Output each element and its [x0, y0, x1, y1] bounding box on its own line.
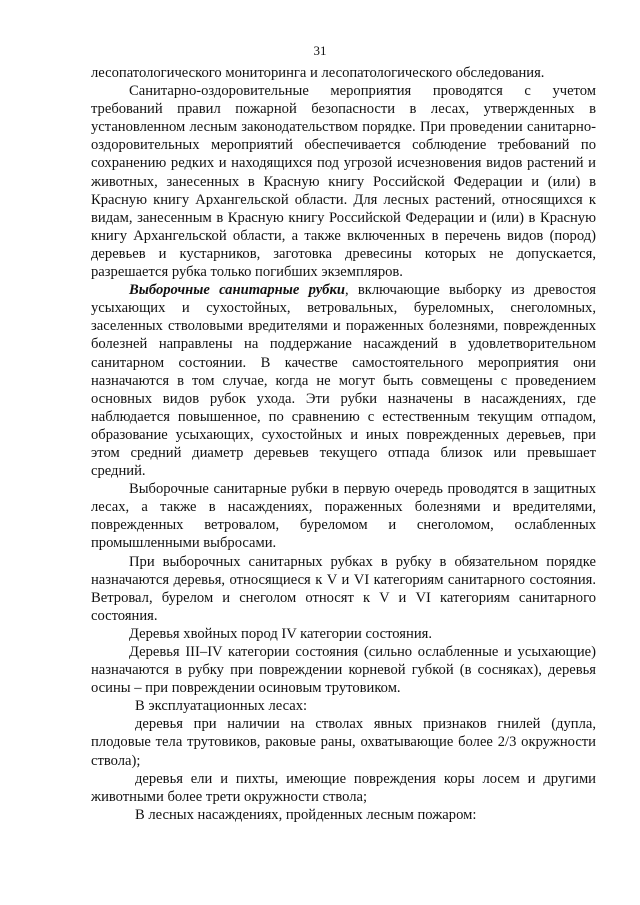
paragraph-10: деревья ели и пихты, имеющие повреждения коры лосем и другими животными более трети окружности ствола; [91, 770, 596, 805]
body-text [91, 64, 596, 824]
paragraph-7: Деревья III–IV категории состояния (сильно ослабленные и усыхающие) назначаются в рубку при повреждении корневой губкой (в сосняках), деревья осины – при повреждении осиновым трутовиком. [91, 644, 596, 697]
paragraph-6: Деревья хвойных пород IV категории состояния. [129, 625, 433, 642]
paragraph-3-text: , включающие выборку из древостоя усыхающих и сухостойных, ветровальных, буреломных, снеголомных, заселенных стволовыми вредителями и пораженных болезнями, поврежденных болезней направлены на поддержание насаждений в удовлетворительном санитарном состоянии. В качестве самостоятельного мероприятия они назначаются в том случае, когда не могут быть совмещены с проведением основных видов рубок ухода. Эти рубки назначены в насаждениях, где наблюдается повышенное, по сравнению с естественным текущим отпадом, образование усыхающих, сухостойных и иных поврежденных деревьев, при этом средний диаметр деревьев текущего отпада близок или превышает средний. [91, 282, 596, 480]
paragraph-1: лесопатологического мониторинга и лесопатологического обследования. [91, 65, 545, 81]
paragraph-11: В лесных насаждениях, пройденных лесным пожаром: [135, 806, 477, 823]
paragraph-8: В эксплуатационных лесах: [135, 698, 308, 715]
paragraph-9: деревья при наличии на стволах явных признаков гнилей (дупла, плодовые тела трутовиков, раковые раны, охватывающие более 2/3 окружности ствола); [91, 716, 596, 769]
emphasized-term: Выборочные санитарные рубки [129, 282, 345, 299]
paragraph-5: При выборочных санитарных рубках в рубку в обязательном порядке назначаются деревья, относящиеся к V и VI категориям санитарного состояния. Ветровал, бурелом и снеголом относят к V и VI категориям санитарного состояния. [91, 553, 596, 624]
paragraph-4: Выборочные санитарные рубки в первую очередь проводятся в защитных лесах, а также в насаждениях, пораженных болезнями и вредителями, поврежденных ветровалом, буреломом и снеголомом, ослабленных промышленными выбросами. [91, 481, 596, 552]
page-number: 31 [313, 43, 327, 58]
paragraph-2: Санитарно-оздоровительные мероприятия проводятся с учетом требований правил пожарной безопасности в лесах, утвержденных в установленном лесным законодательством порядке. При проведении санитарно-оздоровительных мероприятий обеспечивается соблюдение требований по сохранению редких и находящихся под угрозой исчезновения видов растений и животных, занесенных в Красную книгу Российской Федерации и (или) в Красную книгу Архангельской области. Для лесных растений, относящихся к видам, занесенным в Красную книгу Российской Федерации и (или) в Красную книгу Архангельской области, а также включенных в перечень видов (пород) деревьев и кустарников, заготовка древесины которых не допускается, разрешается рубка только погибших экземпляров. [91, 83, 596, 281]
paragraph-3 [91, 281, 596, 480]
